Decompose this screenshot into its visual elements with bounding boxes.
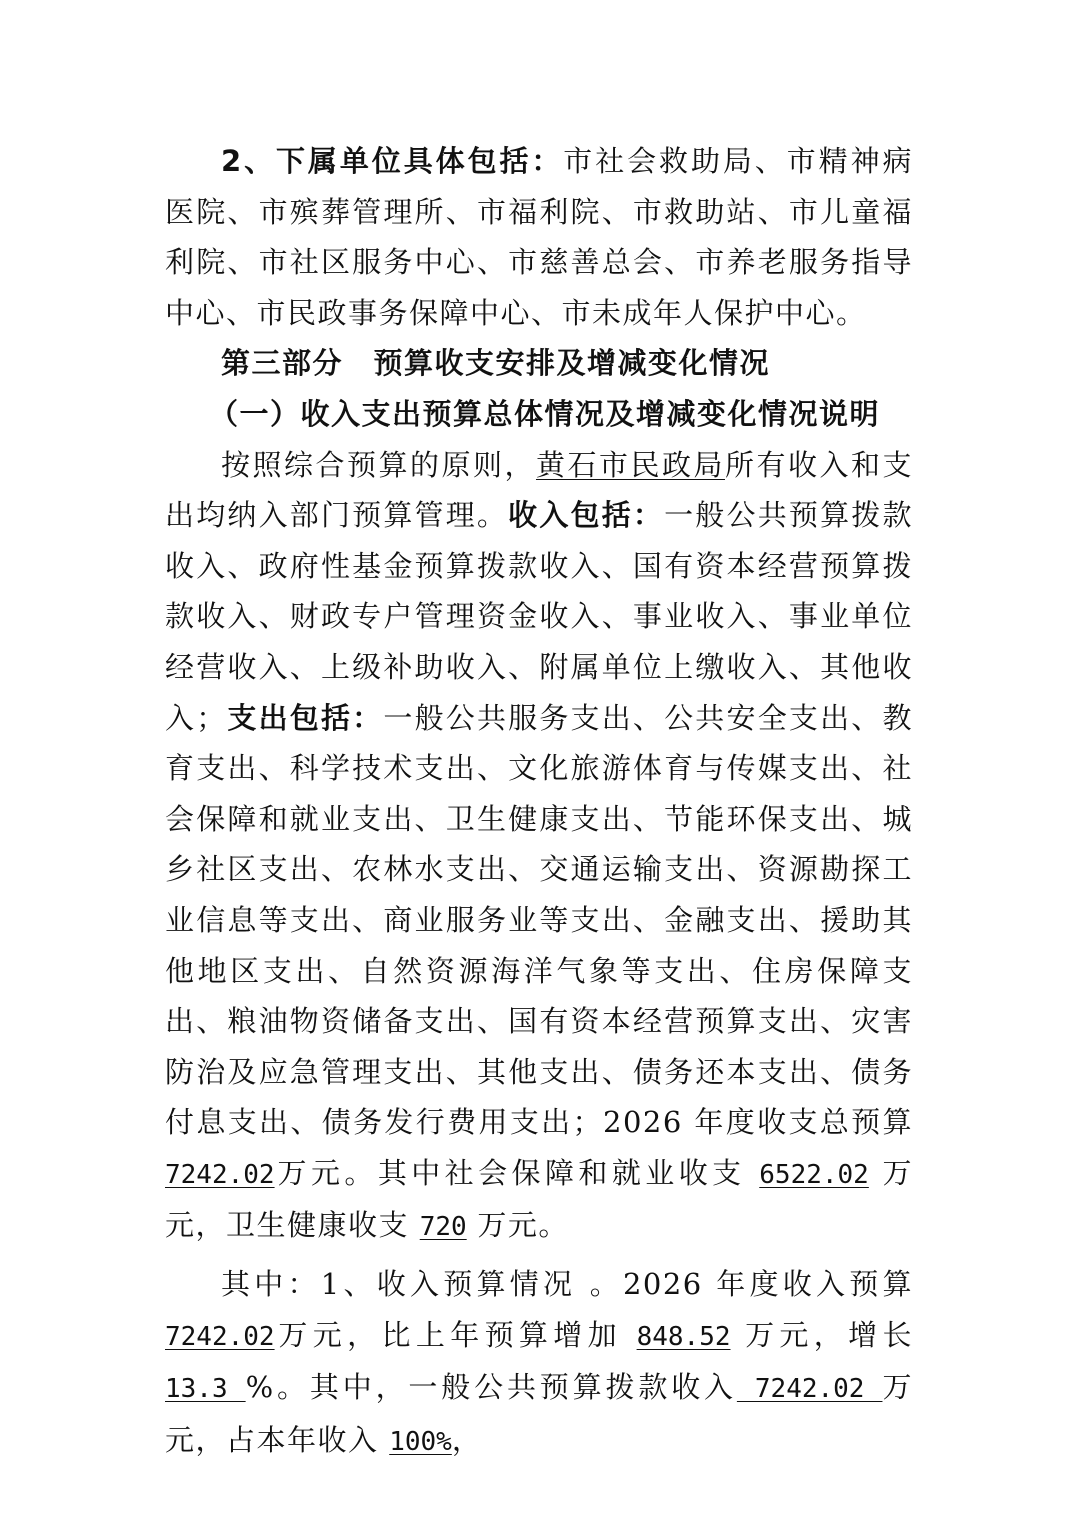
subordinate-units-lead: 2、下属单位具体包括： <box>221 144 564 178</box>
subordinate-units-list: 市社会救助局、市精神病医院、市殡葬管理所、市福利院、市救助站、市儿童福利院、市社区服务中心、市慈善总会、市养老服务指导中心、市民政事务保障中心、市未成年人保护中心。 <box>165 144 913 330</box>
income-text-4: %。其中，一般公共预算拨款收入 <box>245 1370 737 1405</box>
social-security-value: 6522.02 <box>759 1159 869 1190</box>
income-text-5: 万元，占本年收入 <box>165 1370 913 1457</box>
overview-text-2: 所有收入和支出均纳入部门预算管理。 <box>165 447 913 533</box>
income-text-6: ， <box>451 1422 483 1457</box>
income-text-3: 万元，增长 <box>730 1317 914 1352</box>
income-list: 一般公共预算拨款收入、政府性基金预算拨款收入、国有资本经营预算拨款收入、财政专户管理资金收入、事业收入、事业单位经营收入、上级补助收入、附属单位上缴收入、其他收入； <box>165 498 913 735</box>
income-text-2: 万元，比上年预算增加 <box>274 1317 637 1352</box>
overview-text-6: 万元。 <box>466 1208 569 1243</box>
paragraph-subordinate-units <box>165 136 913 338</box>
expense-lead: 支出包括： <box>226 700 384 735</box>
increase-value: 848.52 <box>636 1321 731 1352</box>
general-budget-value: 7242.02 <box>736 1374 883 1405</box>
income-lead: 收入包括： <box>508 498 665 533</box>
overview-text-1: 按照综合预算的原则， <box>221 447 536 482</box>
paragraph-budget-overview <box>165 440 913 1254</box>
overview-text-5: 万元，卫生健康收支 <box>165 1155 913 1243</box>
growth-value: 13.3 <box>165 1374 246 1405</box>
income-text-1: 其中：1、收入预算情况 。2026 年度收入预算 <box>221 1267 913 1302</box>
health-value: 720 <box>419 1212 467 1243</box>
overview-text-4: 万元。其中社会保障和就业收支 <box>274 1155 760 1190</box>
subsection-heading-overview: （一）收入支出预算总体情况及增减变化情况说明 <box>209 396 881 431</box>
overview-text-3: 2026 年度收支总预算 <box>603 1105 913 1140</box>
expense-list: 一般公共服务支出、公共安全支出、教育支出、科学技术支出、文化旅游体育与传媒支出、社会保障和就业支出、卫生健康支出、节能环保支出、城乡社区支出、农林水支出、交通运输支出、资源勘探工业信息等支出、商业服务业等支出、金融支出、援助其他地区支出、自然资源海洋气象等支出、住房保障支出、粮油物资储备支出、国有资本经营预算支出、灾害防治及应急管理支出、其他支出、债务还本支出、债务付息支出、债务发行费用支出； <box>165 700 913 1140</box>
paragraph-income-budget <box>165 1259 913 1467</box>
document-page <box>165 136 913 1467</box>
share-value: 100% <box>389 1426 452 1457</box>
section-heading-part-three: 第三部分 预算收支安排及增减变化情况 <box>221 346 771 381</box>
total-budget-value: 7242.02 <box>165 1159 275 1190</box>
income-total-value: 7242.02 <box>165 1321 275 1352</box>
department-name: 黄石市民政局 <box>535 447 725 482</box>
